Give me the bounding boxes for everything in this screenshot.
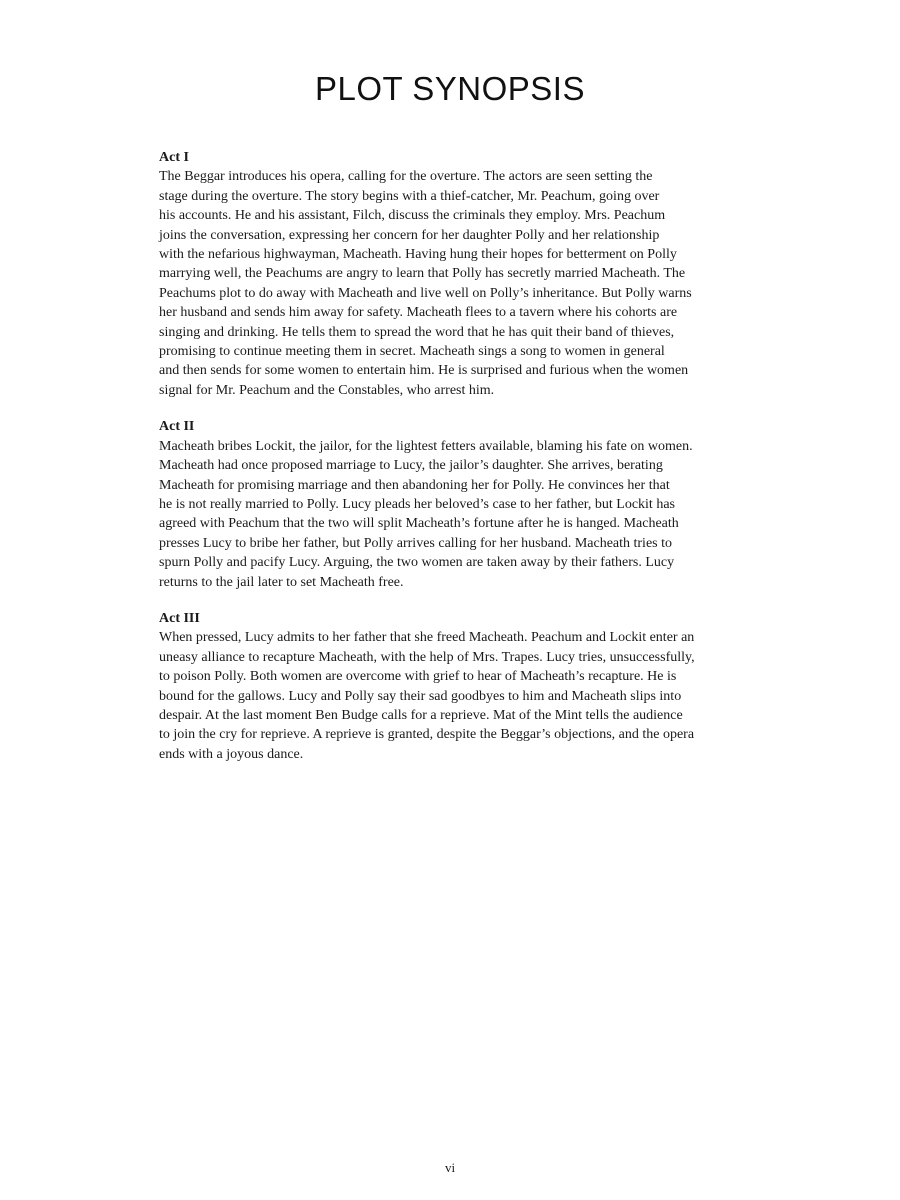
act-heading: Act I [159,150,189,165]
text-line: uneasy alliance to recapture Macheath, with the help of Mrs. Trapes. Lucy tries, unsuccessfully, [159,649,695,665]
text-line: Peachums plot to do away with Macheath and live well on Polly’s inheritance. But Polly warns [159,285,692,301]
synopsis-body [159,148,744,781]
act-section-2 [159,417,744,592]
text-line: stage during the overture. The story begins with a thief-catcher, Mr. Peachum, going over [159,188,660,204]
text-line: singing and drinking. He tells them to spread the word that he has quit their band of thieves, [159,324,675,340]
act-heading: Act III [159,610,200,626]
act-section-3 [159,609,744,764]
text-line: signal for Mr. Peachum and the Constables, who arrest him. [159,382,495,398]
act-paragraph [159,167,744,400]
text-line: agreed with Peachum that the two will split Macheath’s fortune after he is hanged. Macheath [159,516,679,532]
text-line: joins the conversation, expressing her concern for her daughter Polly and her relationship [159,227,660,243]
act-paragraph [159,628,744,764]
page-title: PLOT SYNOPSIS [315,70,585,107]
text-line: spurn Polly and pacify Lucy. Arguing, the two women are taken away by their fathers. Lucy [159,555,675,571]
text-line: his accounts. He and his assistant, Filch, discuss the criminals they employ. Mrs. Peachum [159,208,666,224]
text-line: with the nefarious highwayman, Macheath. Having hung their hopes for betterment on Polly [159,247,677,263]
act-section-1 [159,148,744,400]
text-line: marrying well, the Peachums are angry to learn that Polly has secretly married Macheath. The [159,266,686,282]
text-line: to join the cry for reprieve. A reprieve is granted, despite the Beggar’s objections, and the opera [159,727,695,743]
text-line: When pressed, Lucy admits to her father that she freed Macheath. Peachum and Lockit enter an [159,630,695,646]
act-heading: Act II [159,419,195,435]
text-line: Macheath bribes Lockit, the jailor, for the lightest fetters available, blaming his fate on women. [159,438,693,454]
text-line: Macheath for promising marriage and then abandoning her for Polly. He convinces her that [159,477,670,493]
page-number: vi [444,1160,456,1175]
text-line: Macheath had once proposed marriage to Lucy, the jailor’s daughter. She arrives, berating [159,458,663,474]
text-line: despair. At the last moment Ben Budge calls for a reprieve. Mat of the Mint tells the audience [159,707,683,723]
text-line: The Beggar introduces his opera, calling for the overture. The actors are seen setting the [159,169,653,185]
text-line: presses Lucy to bribe her father, but Polly arrives calling for her husband. Macheath tries to [159,535,673,551]
text-line: and then sends for some women to entertain him. He is surprised and furious when the women [159,363,689,379]
text-line: to poison Polly. Both women are overcome with grief to hear of Macheath’s recapture. He is [159,669,677,685]
text-line: he is not really married to Polly. Lucy pleads her beloved’s case to her father, but Lockit has [159,496,675,512]
text-line: ends with a joyous dance. [159,746,304,762]
text-line: promising to continue meeting them in secret. Macheath sings a song to women in general [159,344,665,360]
text-line: bound for the gallows. Lucy and Polly say their sad goodbyes to him and Macheath slips into [159,688,682,704]
text-line: her husband and sends him away for safety. Macheath flees to a tavern where his cohorts are [159,305,678,321]
act-paragraph [159,437,744,592]
text-line: returns to the jail later to set Macheath free. [159,574,404,590]
